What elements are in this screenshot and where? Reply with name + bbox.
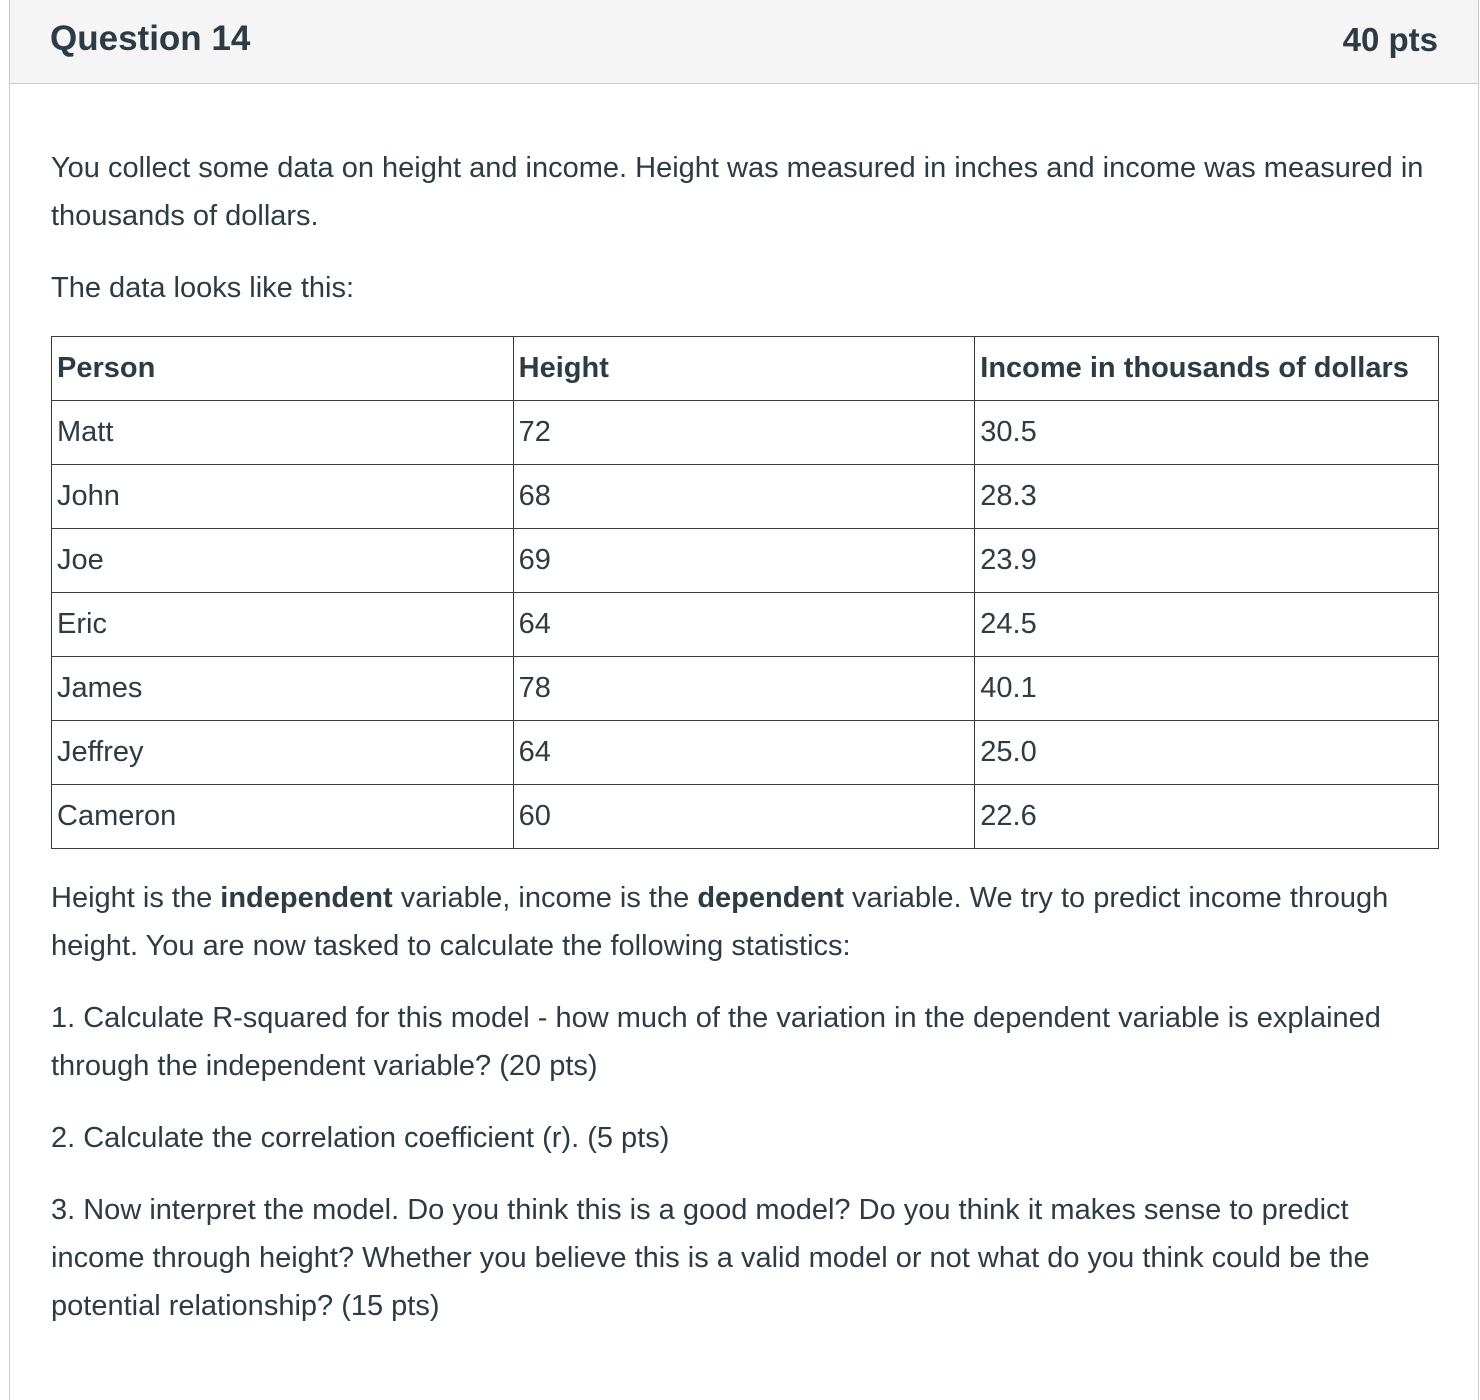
cell-person: Cameron (52, 785, 514, 849)
cell-person: Eric (52, 593, 514, 657)
table-row (52, 721, 1439, 785)
cell-height: 64 (513, 721, 975, 785)
question-container (9, 0, 1479, 1400)
task-1: 1. Calculate R-squared for this model - how much of the variation in the dependent variable is explained through the independent variable? (20 pts) (51, 1002, 1381, 1082)
column-header-person: Person (52, 337, 514, 401)
cell-income: 25.0 (975, 721, 1439, 785)
cell-person: Joe (52, 529, 514, 593)
cell-height: 64 (513, 593, 975, 657)
cell-person: Matt (52, 401, 514, 465)
cell-height: 60 (513, 785, 975, 849)
explanation-text: Height is the (51, 882, 221, 914)
question-title: Question 14 (50, 19, 251, 58)
table-row (52, 785, 1439, 849)
column-header-income: Income in thousands of dollars (975, 337, 1439, 401)
cell-height: 68 (513, 465, 975, 529)
table-row (52, 465, 1439, 529)
table-row (52, 657, 1439, 721)
cell-income: 23.9 (975, 529, 1439, 593)
cell-income: 22.6 (975, 785, 1439, 849)
table-header-row (52, 337, 1439, 401)
table-row (52, 593, 1439, 657)
task-2: 2. Calculate the correlation coefficient (r). (5 pts) (51, 1122, 670, 1154)
dependent-term: dependent (697, 882, 844, 914)
cell-income: 30.5 (975, 401, 1439, 465)
task-3: 3. Now interpret the model. Do you think this is a good model? Do you think it makes sense to predict income through height? Whether you believe this is a valid model or not what do you think could be the potential relationship? (15 pts) (51, 1194, 1370, 1322)
cell-height: 72 (513, 401, 975, 465)
cell-income: 40.1 (975, 657, 1439, 721)
cell-income: 24.5 (975, 593, 1439, 657)
explanation-text: variable, income is the (392, 882, 698, 914)
cell-person: James (52, 657, 514, 721)
explanation-text: variable. We try to predict income through height. You are now tasked to calculate the following statistics: (51, 882, 1389, 962)
data-intro-paragraph: The data looks like this: (51, 272, 355, 304)
cell-income: 28.3 (975, 465, 1439, 529)
cell-person: John (52, 465, 514, 529)
intro-paragraph: You collect some data on height and income. Height was measured in inches and income was measured in thousands of dollars. (51, 152, 1424, 232)
table-row (52, 401, 1439, 465)
data-table (51, 336, 1439, 849)
cell-person: Jeffrey (52, 721, 514, 785)
question-points: 40 pts (1342, 21, 1438, 58)
question-header (10, 0, 1478, 84)
table-row (52, 529, 1439, 593)
explanation-paragraph (51, 874, 1441, 970)
cell-height: 78 (513, 657, 975, 721)
cell-height: 69 (513, 529, 975, 593)
column-header-height: Height (513, 337, 975, 401)
independent-term: independent (220, 882, 393, 914)
